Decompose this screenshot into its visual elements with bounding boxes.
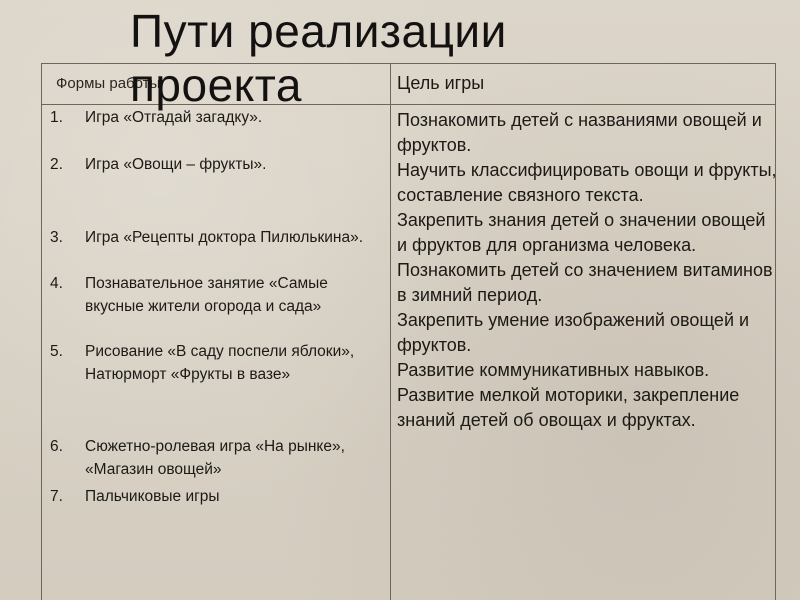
- list-item-text: Игра «Овощи – фрукты».: [85, 156, 267, 173]
- project-table: [41, 63, 776, 600]
- goal-item: Познакомить детей со значением витаминов в зимний период.: [397, 260, 773, 305]
- list-item-text: Познавательное занятие «Самые вкусные жители огорода и сада»: [85, 275, 328, 315]
- list-item-number: 6.: [50, 438, 63, 455]
- goal-item: Развитие мелкой моторики, закрепление знаний детей об овощах и фруктах.: [397, 385, 740, 430]
- header-forms-of-work: Формы работы: [56, 75, 161, 92]
- list-item-text: Сюжетно-ролевая игра «На рынке», «Магазин овощей»: [85, 438, 345, 478]
- list-item-text: Игра «Рецепты доктора Пилюлькина».: [85, 229, 364, 246]
- list-item-number: 3.: [50, 229, 63, 246]
- list-item-text: Рисование «В саду поспели яблоки», Натюрморт «Фрукты в вазе»: [85, 343, 355, 383]
- goal-item: Научить классифицировать овощи и фрукты, составление связного текста.: [397, 160, 777, 205]
- list-item-number: 1.: [50, 109, 63, 126]
- goal-item: Закрепить знания детей о значении овощей и фруктов для организма человека.: [397, 210, 766, 255]
- list-item-text: Игра «Отгадай загадку».: [85, 109, 263, 126]
- list-item-text: Пальчиковые игры: [85, 488, 220, 505]
- column-divider: [390, 64, 391, 600]
- goal-item: Развитие коммуникативных навыков.: [397, 360, 710, 380]
- goals-cell: [397, 108, 777, 433]
- list-item-number: 5.: [50, 343, 63, 360]
- list-item-number: 7.: [50, 488, 63, 505]
- list-item-number: 4.: [50, 275, 63, 292]
- slide-title: Пути реализации проекта: [130, 5, 507, 111]
- list-item-number: 2.: [50, 156, 63, 173]
- header-game-goal: Цель игры: [397, 73, 485, 93]
- goal-item: Познакомить детей с названиями овощей и фруктов.: [397, 110, 762, 155]
- goal-item: Закрепить умение изображений овощей и фруктов.: [397, 310, 750, 355]
